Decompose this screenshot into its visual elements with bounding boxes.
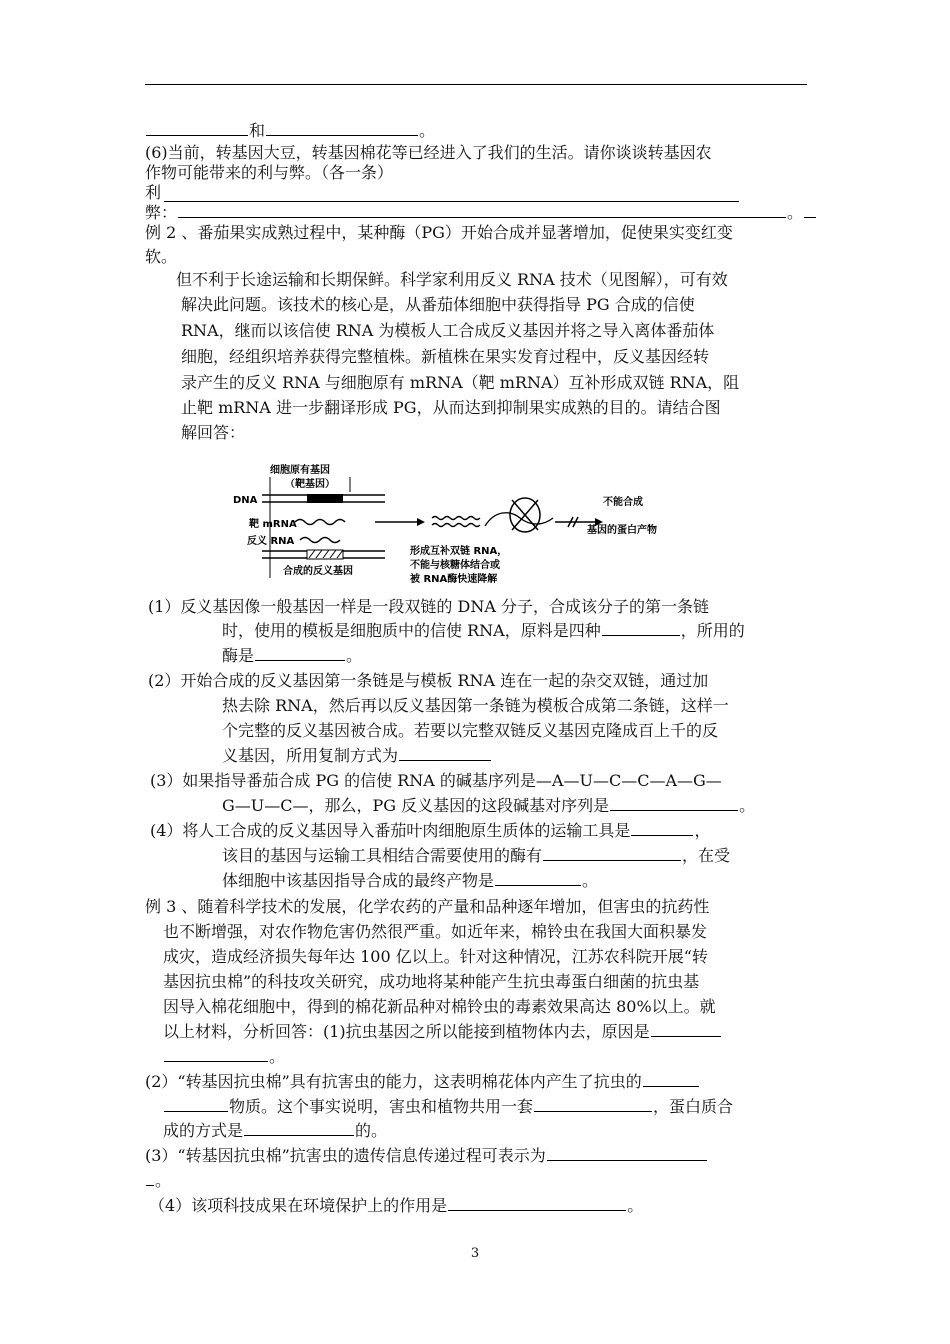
- ex2-q3-line-1: (3）如果指导番茄合成 PG 的信使 RNA 的碱基序列是—A—U—C—C—A—G—: [150, 771, 722, 790]
- example3-line: 因导入棉花细胞中，得到的棉花新品种对棉铃虫的毒素效果高达 80%以上。就: [163, 997, 716, 1016]
- text: 以上材料，分析回答：(1)抗虫基因之所以能接到植物体内去，原因是: [163, 1022, 650, 1041]
- text: 义基因，所用复制方式为: [222, 746, 399, 765]
- ex2-q2-line-2: 热去除 RNA，然后再以反义基因第一条链为模板合成第二条链，这样一: [222, 696, 729, 715]
- ex3-q4-line-1: [149, 1195, 643, 1217]
- answer-blank[interactable]: [610, 795, 738, 811]
- text: 。: [739, 796, 756, 815]
- target-gene-block: [307, 494, 343, 503]
- answer-blank[interactable]: [266, 120, 418, 136]
- mrna-wave: [295, 520, 345, 525]
- ex2-q2-line-3: 个完整的反义基因被合成。若要以完整双链反义基因克隆成百上千的反: [222, 721, 719, 740]
- q6-benefit-line: [145, 182, 161, 204]
- example3-line: 成灾，造成经济损失每年达 100 亿以上。针对这种情况，江苏农科院开展“转: [163, 947, 708, 966]
- harm-label: 弊：: [145, 203, 178, 222]
- answer-blank[interactable]: [631, 820, 693, 836]
- ex2-q1-line-2: [222, 620, 745, 642]
- example2-line: 止靶 mRNA 进一步翻译形成 PG，从而达到抑制果实成熟的目的。请结合图: [181, 398, 721, 417]
- benefit-label: 利: [145, 183, 162, 202]
- q6-line-2: 作物可能带来的利与弊。（各一条）: [145, 163, 394, 182]
- text: (2）“转基因抗虫棉”具有抗害虫的能力，这表明棉花体内产生了抗虫的: [145, 1072, 642, 1091]
- duplex-wave: [432, 524, 480, 527]
- text: 。: [627, 1196, 644, 1215]
- duplex-label: 形成互补双链 RNA，: [410, 546, 508, 557]
- ex2-q4-line-3: [222, 870, 598, 892]
- text: 。: [269, 1047, 286, 1066]
- example2-line: 软。: [145, 247, 178, 266]
- ex2-q1-line-1: (1）反义基因像一般基因一样是一段双链的 DNA 分子，合成该分子的第一条链: [148, 597, 709, 616]
- answer-blank[interactable]: [244, 1120, 354, 1136]
- text: 。: [155, 1171, 172, 1190]
- text: 该目的基因与运输工具相结合需要使用的酶有: [222, 846, 543, 865]
- dna-label: DNA: [233, 495, 258, 506]
- q6-harm-line: [145, 202, 817, 224]
- answer-blank[interactable]: [534, 1096, 652, 1112]
- example3-line: 也不断增强，对农作物危害仍然很严重。如近年来，棉铃虫在我国大面积暴发: [163, 922, 708, 941]
- ex2-q1-line-3: [222, 645, 362, 667]
- ex2-q4-line-1: [150, 820, 710, 842]
- text: ，在受: [682, 846, 731, 865]
- text: ，所用的: [680, 621, 745, 640]
- text: 的。: [355, 1121, 388, 1140]
- example2-line: RNA，继而以该信使 RNA 为模板人工合成反义基因并将之导入离体番茄体: [181, 321, 715, 340]
- text: 。: [346, 646, 363, 665]
- harm-answer-blank[interactable]: [178, 202, 786, 218]
- answer-blank[interactable]: [146, 120, 248, 136]
- answer-blank[interactable]: [804, 202, 816, 218]
- text: （4）该项科技成果在环境保护上的作用是: [149, 1196, 448, 1215]
- arrow-head: [417, 518, 425, 526]
- example3-line: 基因抗虫棉”的科技攻关研究，成功地将某种能产生抗虫毒蛋白细菌的抗虫基: [163, 972, 700, 991]
- ribosome-strand: [485, 513, 553, 526]
- example2-line: 例 2 、番茄果实成熟过程中，某种酶（PG）开始合成并显著增加，促使果实变红变: [145, 223, 733, 242]
- answer-blank[interactable]: [448, 1195, 626, 1211]
- text: 和: [249, 121, 266, 140]
- answer-blank[interactable]: [164, 1046, 268, 1062]
- example2-line: 细胞，经组织培养获得完整植株。新植株在果实发育过程中，反义基因经转: [181, 347, 710, 366]
- answer-blank[interactable]: [602, 620, 680, 636]
- example2-line: 但不利于长途运输和长期保鲜。科学家利用反义 RNA 技术（见图解），可有效: [176, 270, 728, 289]
- duplex-label: 被 RNA酶快速降解: [410, 574, 498, 585]
- text: 物质。这个事实说明，害虫和植物共用一套: [229, 1097, 534, 1116]
- gene-label: 细胞原有基因: [270, 465, 330, 476]
- text: 酶是: [222, 646, 255, 665]
- answer-blank[interactable]: [543, 845, 681, 861]
- answer-blank[interactable]: [495, 870, 581, 886]
- duplex-wave: [432, 517, 480, 520]
- ex2-q2-line-1: (2）开始合成的反义基因第一条链是与模板 RNA 连在一起的杂交双链，通过加: [148, 671, 709, 690]
- duplex-label: 不能与核糖体结合或: [410, 560, 500, 571]
- antisense-rna-diagram: [225, 460, 695, 586]
- ex3-q3-line-1: [145, 1145, 708, 1167]
- header-rule: [145, 84, 807, 85]
- example3-line: [163, 1046, 285, 1068]
- text: 。: [582, 871, 599, 890]
- benefit-answer-blank[interactable]: [164, 186, 739, 202]
- answer-blank[interactable]: [146, 1170, 154, 1186]
- antisense-label: 反义 RNA: [247, 536, 295, 547]
- example3-line: 例 3 、随着科学技术的发展，化学农药的产量和品种逐年增加，但害虫的抗药性: [145, 897, 710, 916]
- page-number: 3: [470, 1246, 480, 1261]
- text: 时，使用的模板是细胞质中的信使 RNA，原料是四种: [222, 621, 601, 640]
- gene-label-sub: （靶基因）: [285, 479, 335, 490]
- antisense-wave: [300, 538, 340, 543]
- q6-line-1: (6)当前，转基因大豆，转基因棉花等已经进入了我们的生活。请你谈谈转基因农: [145, 143, 712, 162]
- text: 成的方式是: [163, 1121, 244, 1140]
- text: ，: [694, 821, 711, 840]
- continuation-line: [145, 120, 435, 142]
- synth-label: 合成的反义基因: [283, 566, 353, 577]
- text: 。: [787, 203, 804, 222]
- ex3-q2-line-2: [163, 1096, 733, 1118]
- text: 体细胞中该基因指导合成的最终产物是: [222, 871, 495, 890]
- text: ，蛋白质合: [653, 1097, 734, 1116]
- example2-line: 解回答：: [181, 423, 246, 442]
- result-label: 基因的蛋白产物: [587, 525, 657, 536]
- example2-line: 录产生的反义 RNA 与细胞原有 mRNA（靶 mRNA）互补形成双链 RNA，阻: [181, 373, 740, 392]
- answer-blank[interactable]: [547, 1145, 707, 1161]
- answer-blank[interactable]: [255, 645, 345, 661]
- text: G—U—C—，那么，PG 反义基因的这段碱基对序列是: [222, 796, 610, 815]
- ex3-q3-line-2: [145, 1170, 171, 1192]
- answer-blank[interactable]: [651, 1021, 721, 1037]
- ex3-q2-line-1: [145, 1071, 700, 1093]
- text: 。: [419, 121, 436, 140]
- example3-line: [163, 1021, 722, 1043]
- text: (4）将人工合成的反义基因导入番茄叶肉细胞原生质体的运输工具是: [150, 821, 631, 840]
- ex2-q4-line-2: [222, 845, 730, 867]
- answer-blank[interactable]: [643, 1071, 699, 1087]
- answer-blank[interactable]: [164, 1096, 228, 1112]
- ex3-q2-line-3: [163, 1120, 387, 1142]
- result-label: 不能合成: [603, 497, 643, 508]
- ex2-q3-line-2: [222, 795, 755, 817]
- example2-line: 解决此问题。该技术的核心是，从番茄体细胞中获得指导 PG 合成的信使: [181, 295, 695, 314]
- answer-blank[interactable]: [399, 745, 491, 761]
- text: (3）“转基因抗虫棉”抗害虫的遗传信息传递过程可表示为: [145, 1146, 546, 1165]
- ex2-q2-line-4: [222, 745, 492, 767]
- mrna-label: 靶 mRNA: [249, 519, 297, 530]
